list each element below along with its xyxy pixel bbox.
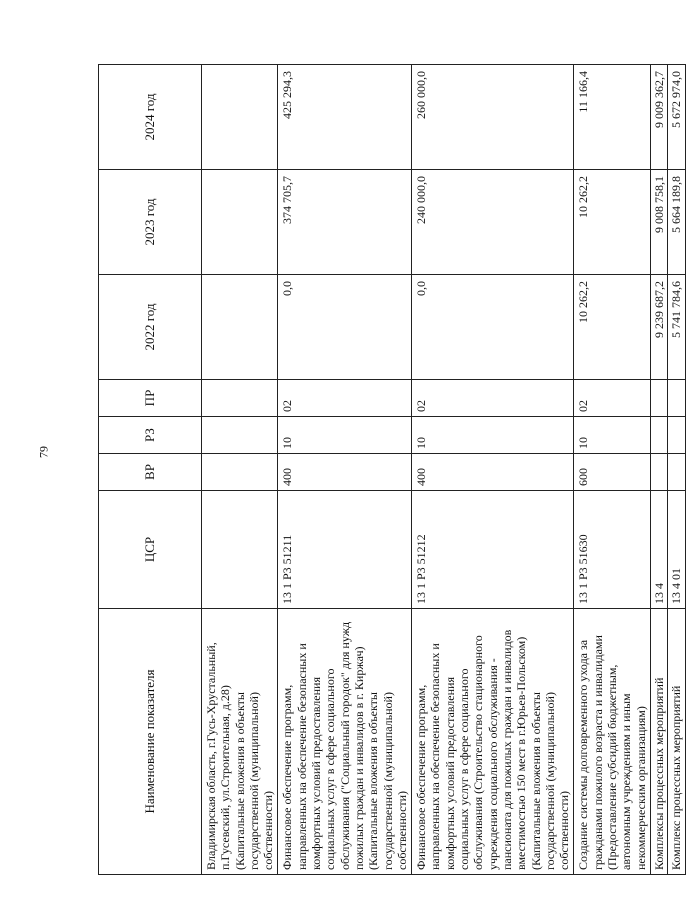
row-2022 <box>202 275 278 380</box>
table-row <box>202 65 278 875</box>
row-vr: 400 <box>278 454 412 491</box>
header-2023: 2023 год <box>99 170 202 275</box>
row-name: Финансовое обеспечение программ, направленных на обеспечение безопасных и комфортных условий предоставления социальных услуг в сфере социального обслуживания ("Социальный городок" для нужд пожилых граждан и инвалидов в г. Киржач) (Капитальные вложения в объекты государственной (муниципальной) собственности) <box>278 609 412 875</box>
row-2023 <box>202 170 278 275</box>
header-name: Наименование показателя <box>99 609 202 875</box>
row-2022: 0,0 <box>412 275 574 380</box>
row-pr: 02 <box>278 380 412 417</box>
row-pr: 02 <box>574 380 650 417</box>
row-csr: 13 4 01 <box>668 491 685 609</box>
row-2024: 425 294,3 <box>278 65 412 170</box>
row-rz <box>650 417 667 454</box>
row-2022: 10 262,2 <box>574 275 650 380</box>
row-pr <box>202 380 278 417</box>
table-row <box>412 65 574 875</box>
row-2024: 9 009 362,7 <box>650 65 667 170</box>
row-rz <box>202 417 278 454</box>
row-2023: 5 664 189,8 <box>668 170 685 275</box>
row-2023: 374 705,7 <box>278 170 412 275</box>
header-2024: 2024 год <box>99 65 202 170</box>
row-pr: 02 <box>412 380 574 417</box>
page-number: 79 <box>36 446 51 458</box>
row-pr <box>650 380 667 417</box>
table-row <box>668 65 685 875</box>
row-2024: 11 166,4 <box>574 65 650 170</box>
row-csr: 13 1 Р3 51212 <box>412 491 574 609</box>
row-2022: 0,0 <box>278 275 412 380</box>
row-csr <box>202 491 278 609</box>
header-vr: ВР <box>99 454 202 491</box>
row-vr: 400 <box>412 454 574 491</box>
row-2023: 9 008 758,1 <box>650 170 667 275</box>
row-pr <box>668 380 685 417</box>
row-name: Финансовое обеспечение программ, направленных на обеспечение безопасных и комфортных условий предоставления социальных услуг в сфере социального обслуживания (Строительство стационарного учреждения социального обслуживания - пансионата для пожилых граждан и инвалидов вместимостью 150 мест в г.Юрьев-Польском) (Капитальные вложения в объекты государственной (муниципальной) собственности) <box>412 609 574 875</box>
table-row <box>574 65 650 875</box>
table-header-row <box>99 65 202 875</box>
table-row <box>650 65 667 875</box>
row-vr <box>650 454 667 491</box>
header-rz: РЗ <box>99 417 202 454</box>
table-row <box>278 65 412 875</box>
row-vr <box>668 454 685 491</box>
row-name: Владимирская область, г.Гусь-Хрустальный, п.Гусевский, ул.Строительная, д.28) (Капитальные вложения в объекты государственной (муниципальной) собственности) <box>202 609 278 875</box>
row-csr: 13 1 Р3 51630 <box>574 491 650 609</box>
row-2022: 9 239 687,2 <box>650 275 667 380</box>
row-2023: 240 000,0 <box>412 170 574 275</box>
header-2022: 2022 год <box>99 275 202 380</box>
row-2024 <box>202 65 278 170</box>
row-vr: 600 <box>574 454 650 491</box>
row-name: Комплексы процессных мероприятий <box>650 609 667 875</box>
row-vr <box>202 454 278 491</box>
budget-table-rotated <box>98 65 684 875</box>
row-rz: 10 <box>278 417 412 454</box>
row-rz <box>668 417 685 454</box>
row-name: Комплекс процессных мероприятий <box>668 609 685 875</box>
budget-table <box>98 64 686 875</box>
row-name: Создание системы долговременного ухода за гражданами пожилого возраста и инвалидами (Предоставление субсидий бюджетным, автономным учреждениям и иным некоммерческим организациям) <box>574 609 650 875</box>
header-csr: ЦСР <box>99 491 202 609</box>
row-2024: 260 000,0 <box>412 65 574 170</box>
header-pr: ПР <box>99 380 202 417</box>
row-2022: 5 741 784,6 <box>668 275 685 380</box>
row-csr: 13 1 Р3 51211 <box>278 491 412 609</box>
row-rz: 10 <box>412 417 574 454</box>
row-rz: 10 <box>574 417 650 454</box>
row-2023: 10 262,2 <box>574 170 650 275</box>
row-csr: 13 4 <box>650 491 667 609</box>
row-2024: 5 672 974,0 <box>668 65 685 170</box>
